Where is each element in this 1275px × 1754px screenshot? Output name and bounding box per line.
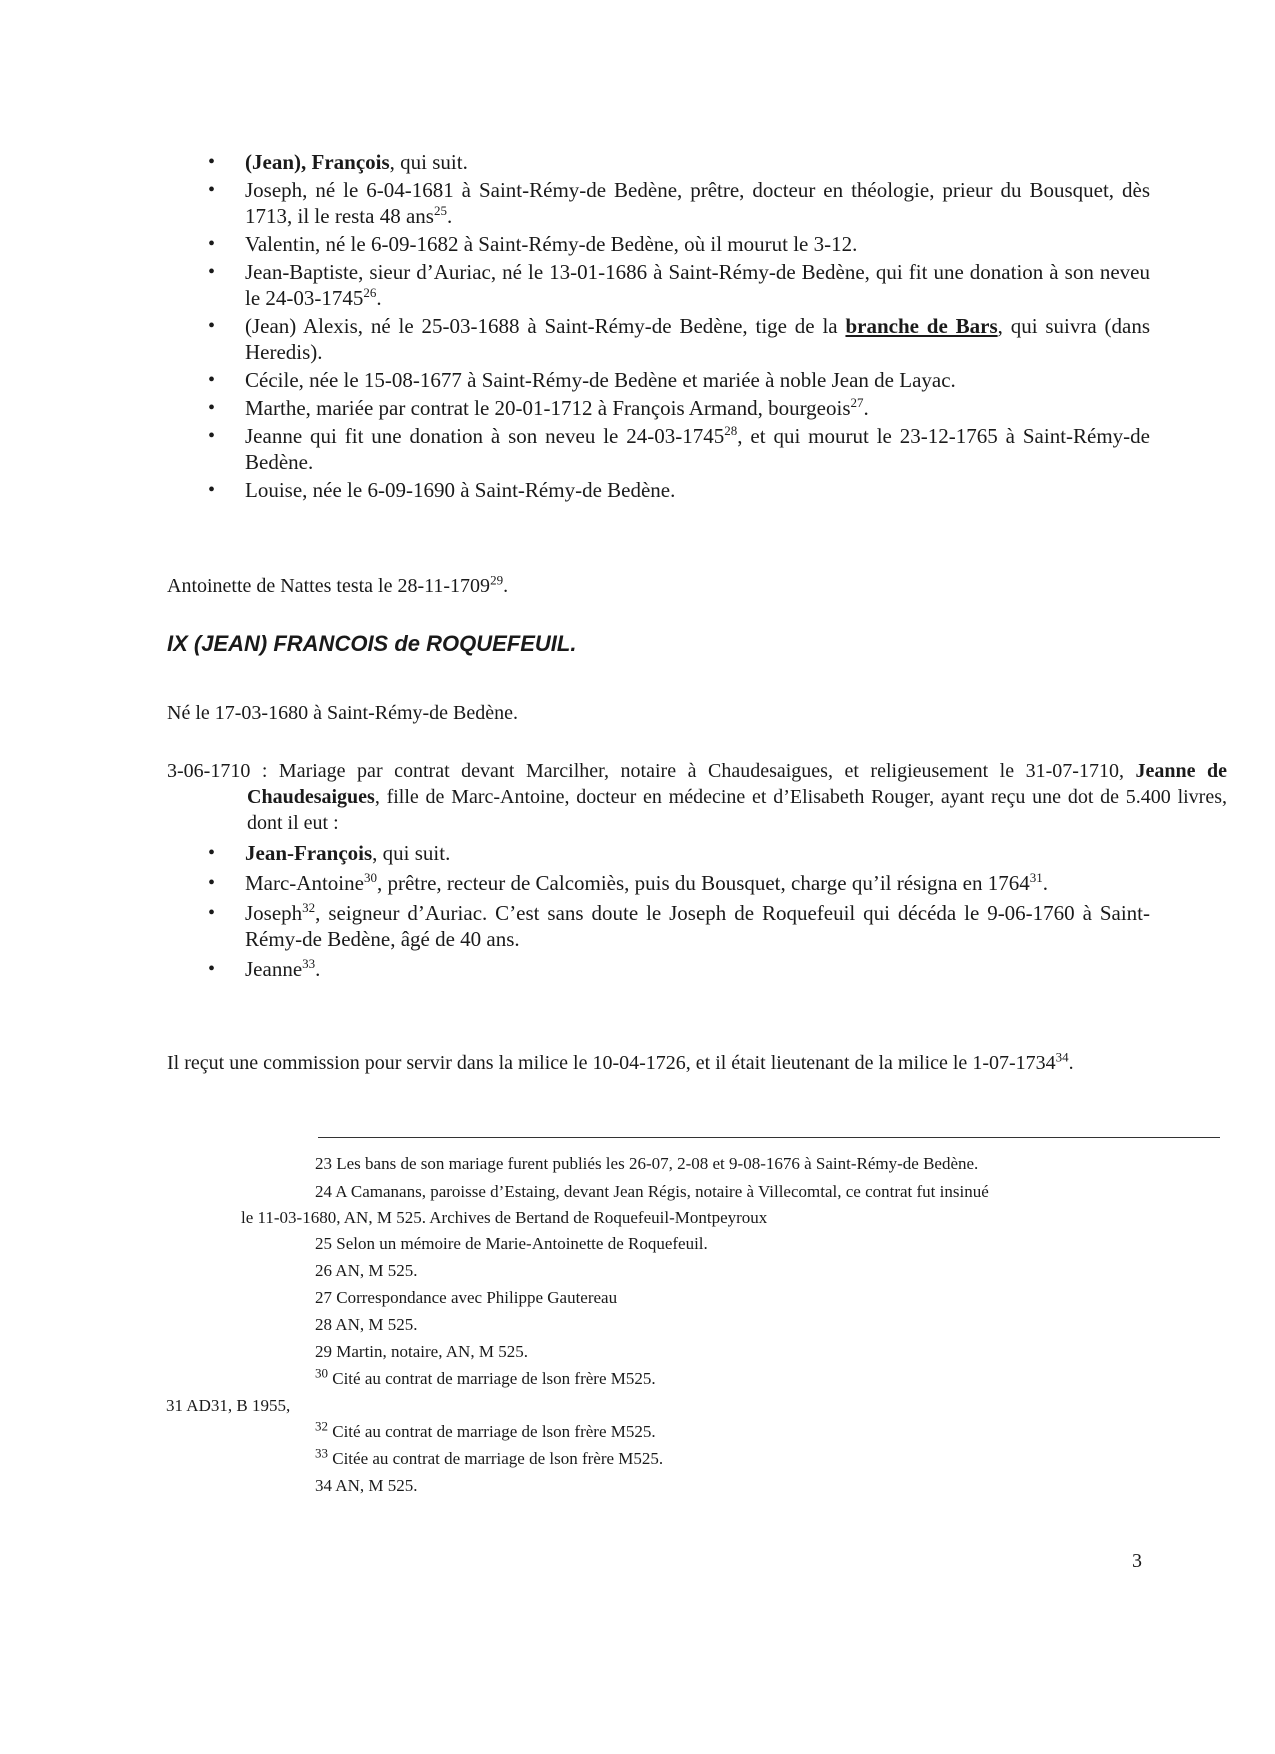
list-item: • Cécile, née le 15-08-1677 à Saint-Rémy-de Bedène et mariée à noble Jean de Layac. <box>170 367 1150 393</box>
antoinette-will: Antoinette de Nattes testa le 28-11-1709$^{29}$. <box>167 572 509 597</box>
footnote-27: 27 Correspondance avec Philippe Gautereau <box>315 1288 618 1307</box>
marriage-paragraph: 3-06-1710 : Mariage par contrat devant Marcilher, notaire à Chaudesaigues, et religieusement le 31-07-1710, Jeanne de Chaudesaigues, fille de Marc-Antoine, docteur en médecine et d’Elisabeth Rouger, ayant reçu une dot de 5.400 livres, dont il eut : <box>167 760 1228 834</box>
footnote-separator <box>318 1137 1220 1138</box>
children-list-1 <box>170 149 1150 503</box>
footnote-ref[interactable]: 28 <box>724 423 738 438</box>
footnote-26: 26 AN, M 525. <box>315 1261 418 1280</box>
list-item: • Jeanne qui fit une donation à son neveu le 24-03-1745$^{28}$, et qui mourut le 23-12-1765 à Saint-Rémy-de Bedène. <box>170 423 1150 475</box>
footnote-ref[interactable]: 29 <box>490 572 504 588</box>
section-heading: IX (JEAN) FRANCOIS de ROQUEFEUIL. <box>167 631 577 656</box>
list-item: • Louise, née le 6-09-1690 à Saint-Rémy-de Bedène. <box>170 477 1150 503</box>
footnote-29: 29 Martin, notaire, AN, M 525. <box>315 1342 528 1361</box>
list-item: • Marthe, mariée par contrat le 20-01-1712 à François Armand, bourgeois$^{27}$. <box>170 395 1150 421</box>
footnote-ref[interactable]: 27 <box>850 395 864 410</box>
birth-line: Né le 17-03-1680 à Saint-Rémy-de Bedène. <box>167 702 519 724</box>
footnote-34: 34 AN, M 525. <box>315 1476 418 1495</box>
footnote-30: $^{30}$ Cité au contrat de marriage de lson frère M525. <box>315 1365 656 1388</box>
children-list-2 <box>170 840 1150 982</box>
footnote-32: $^{32}$ Cité au contrat de marriage de lson frère M525. <box>315 1418 656 1441</box>
footnote-ref[interactable]: 33 <box>302 956 316 971</box>
list-item: • Marc-Antoine$^{30}$, prêtre, recteur de Calcomiès, puis du Bousquet, charge qu’il résigna en 1764$^{31}$. <box>170 870 1150 896</box>
footnote-ref[interactable]: 25 <box>433 203 447 218</box>
footnote-31: 31 AD31, B 1955, <box>166 1396 291 1415</box>
footnote-24-cont: le 11-03-1680, AN, M 525. Archives de Bertand de Roquefeuil-Montpeyroux <box>241 1208 768 1227</box>
footnote-23: 23 Les bans de son mariage furent publiés les 26-07, 2-08 et 9-08-1676 à Saint-Rémy-de Bedène. <box>315 1154 979 1173</box>
list-item: • (Jean) Alexis, né le 25-03-1688 à Saint-Rémy-de Bedène, tige de la branche de Bars, qui suivra (dans Heredis). <box>170 313 1150 365</box>
footnote-ref[interactable]: 32 <box>302 900 316 915</box>
list-item: • Joseph, né le 6-04-1681 à Saint-Rémy-de Bedène, prêtre, docteur en théologie, prieur du Bousquet, dès 1713, il le resta 48 ans$^{25}$. <box>170 177 1150 229</box>
list-item: • Jean-François, qui suit. <box>170 840 1150 866</box>
footnote-ref[interactable]: 26 <box>363 285 377 300</box>
footnote-33: $^{33}$ Citée au contrat de marriage de lson frère M525. <box>315 1445 664 1468</box>
footnote-24: 24 A Camanans, paroisse d’Estaing, devant Jean Régis, notaire à Villecomtal, ce contrat fut insinué <box>315 1182 989 1201</box>
footnote-25: 25 Selon un mémoire de Marie-Antoinette de Roquefeuil. <box>315 1234 708 1253</box>
list-item: • Valentin, né le 6-09-1682 à Saint-Rémy-de Bedène, où il mourut le 3-12. <box>170 231 1150 257</box>
footnote-ref[interactable]: 30 <box>363 870 377 885</box>
footnote-28: 28 AN, M 525. <box>315 1315 418 1334</box>
list-item: • Jeanne$^{33}$. <box>170 956 1150 982</box>
commission-paragraph: Il reçut une commission pour servir dans la milice le 10-04-1726, et il était lieutenant de la milice le 1-07-1734$^{34}$. <box>167 1049 1074 1074</box>
branche-de-bars-link[interactable]: branche de Bars <box>845 314 998 338</box>
list-item: • Joseph$^{32}$, seigneur d’Auriac. C’est sans doute le Joseph de Roquefeuil qui décéda le 9-06-1760 à Saint-Rémy-de Bedène, âgé de 40 ans. <box>170 900 1150 952</box>
page-number: 3 <box>1132 1550 1142 1572</box>
list-item: • (Jean), François, qui suit. <box>170 149 1150 175</box>
footnote-ref[interactable]: 34 <box>1055 1049 1069 1065</box>
footnote-ref[interactable]: 31 <box>1029 870 1043 885</box>
list-item: • Jean-Baptiste, sieur d’Auriac, né le 13-01-1686 à Saint-Rémy-de Bedène, qui fit une donation à son neveu le 24-03-1745$^{26}$. <box>170 259 1150 311</box>
